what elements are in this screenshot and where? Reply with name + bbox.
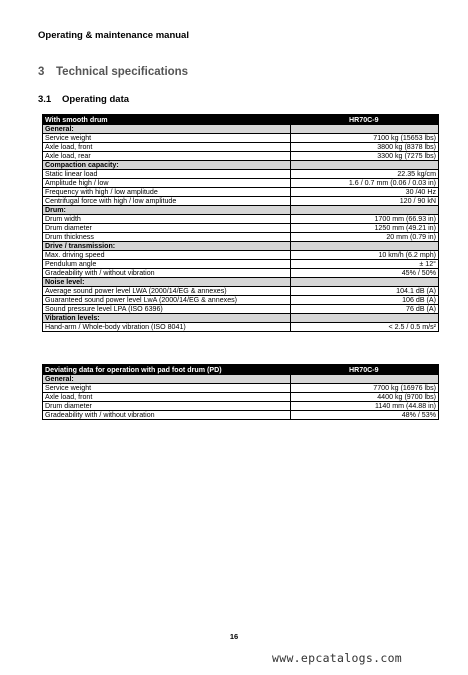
table-row <box>43 269 439 278</box>
category-value-cell <box>291 242 439 251</box>
table-row <box>43 287 439 296</box>
table-header-row <box>43 115 439 125</box>
spec-value: 45% / 50% <box>291 269 439 278</box>
spec-value: 106 dB (A) <box>291 296 439 305</box>
category-value-cell <box>291 125 439 134</box>
section-number: 3 <box>38 66 45 78</box>
table-row <box>43 179 439 188</box>
table-row <box>43 393 439 402</box>
spec-label: Drum diameter <box>43 402 291 411</box>
spec-label: Service weight <box>43 134 291 143</box>
table-row <box>43 323 439 332</box>
category-label: Vibration levels: <box>43 314 291 323</box>
spec-label: Drum thickness <box>43 233 291 242</box>
category-value-cell <box>291 375 439 384</box>
category-label: Drum: <box>43 206 291 215</box>
spec-label: Hand-arm / Whole-body vibration (ISO 8041) <box>43 323 291 332</box>
spec-value: 1700 mm (66.93 in) <box>291 215 439 224</box>
spec-value: 1250 mm (49.21 in) <box>291 224 439 233</box>
table-title: Deviating data for operation with pad foot drum (PD) <box>43 365 291 375</box>
subsection-number: 3.1 <box>38 94 52 105</box>
header-title: Operating & maintenance manual <box>38 30 189 41</box>
subsection-heading <box>38 94 129 105</box>
category-row <box>43 125 439 134</box>
table-row <box>43 134 439 143</box>
table-row <box>43 197 439 206</box>
spec-value: < 2.5 / 0.5 m/s² <box>291 323 439 332</box>
spec-value: 1140 mm (44.88 in) <box>291 402 439 411</box>
spec-label: Sound pressure level LPA (ISO 6396) <box>43 305 291 314</box>
spec-value: 7700 kg (16976 lbs) <box>291 384 439 393</box>
category-label: Compaction capacity: <box>43 161 291 170</box>
category-row <box>43 278 439 287</box>
spec-label: Gradeability with / without vibration <box>43 411 291 420</box>
watermark: www.epcatalogs.com <box>272 651 403 665</box>
section-heading <box>38 66 188 78</box>
table-row <box>43 170 439 179</box>
spec-label: Average sound power level LWA (2000/14/EG & annexes) <box>43 287 291 296</box>
table-row <box>43 384 439 393</box>
table-row <box>43 411 439 420</box>
spec-label: Drum diameter <box>43 224 291 233</box>
spec-label: Axle load, front <box>43 393 291 402</box>
spec-label: Max. driving speed <box>43 251 291 260</box>
category-value-cell <box>291 206 439 215</box>
spec-label: Service weight <box>43 384 291 393</box>
table-row <box>43 402 439 411</box>
spec-label: Frequency with high / low amplitude <box>43 188 291 197</box>
spec-value: 76 dB (A) <box>291 305 439 314</box>
spec-value: 3800 kg (8378 lbs) <box>291 143 439 152</box>
spec-value: 48% / 53% <box>291 411 439 420</box>
category-label: General: <box>43 375 291 384</box>
spec-label: Axle load, rear <box>43 152 291 161</box>
spec-label: Drum width <box>43 215 291 224</box>
table-row <box>43 152 439 161</box>
spec-value: 10 km/h (6.2 mph) <box>291 251 439 260</box>
spec-value: 4400 kg (9700 lbs) <box>291 393 439 402</box>
category-row <box>43 242 439 251</box>
spec-label: Static linear load <box>43 170 291 179</box>
category-value-cell <box>291 278 439 287</box>
spec-value: 3300 kg (7275 lbs) <box>291 152 439 161</box>
category-row <box>43 314 439 323</box>
spec-value: ± 12° <box>291 260 439 269</box>
table-model: HR70C-9 <box>291 115 439 125</box>
category-row <box>43 206 439 215</box>
spec-label: Centrifugal force with high / low amplitude <box>43 197 291 206</box>
category-row <box>43 161 439 170</box>
spec-value: 104.1 dB (A) <box>291 287 439 296</box>
table-title: With smooth drum <box>43 115 291 125</box>
spec-label: Axle load, front <box>43 143 291 152</box>
operating-data-table <box>42 114 439 332</box>
category-label: Drive / transmission: <box>43 242 291 251</box>
spec-value: 22.35 kg/cm <box>291 170 439 179</box>
table-row <box>43 296 439 305</box>
subsection-title: Operating data <box>62 94 130 105</box>
spec-label: Pendulum angle <box>43 260 291 269</box>
spec-value: 20 mm (0.79 in) <box>291 233 439 242</box>
table-row <box>43 143 439 152</box>
spec-value: 30 /40 Hz <box>291 188 439 197</box>
spec-label: Amplitude high / low <box>43 179 291 188</box>
table-row <box>43 215 439 224</box>
spec-value: 1.6 / 0.7 mm (0.06 / 0.03 in) <box>291 179 439 188</box>
spec-value: 120 / 90 kN <box>291 197 439 206</box>
pad-foot-data-table <box>42 364 439 420</box>
table-row <box>43 251 439 260</box>
page-number: 16 <box>229 632 239 641</box>
table-row <box>43 233 439 242</box>
category-label: Noise level: <box>43 278 291 287</box>
category-label: General: <box>43 125 291 134</box>
category-row <box>43 375 439 384</box>
spec-label: Guaranteed sound power level LwA (2000/14/EG & annexes) <box>43 296 291 305</box>
table-row <box>43 260 439 269</box>
table-model: HR70C-9 <box>291 365 439 375</box>
table-row <box>43 224 439 233</box>
table-row <box>43 188 439 197</box>
category-value-cell <box>291 314 439 323</box>
table-row <box>43 305 439 314</box>
section-title: Technical specifications <box>56 66 189 78</box>
category-value-cell <box>291 161 439 170</box>
spec-label: Gradeability with / without vibration <box>43 269 291 278</box>
spec-value: 7100 kg (15653 lbs) <box>291 134 439 143</box>
table-header-row <box>43 365 439 375</box>
